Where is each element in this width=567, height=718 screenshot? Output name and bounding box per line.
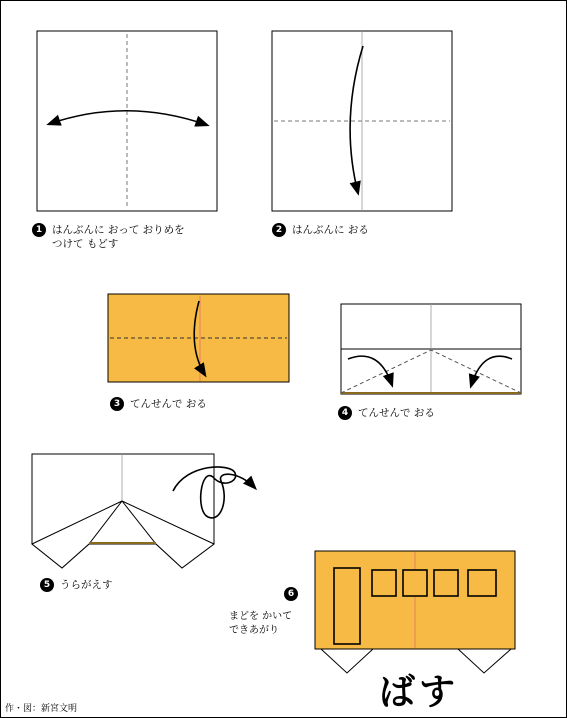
step1-text: はんぶんに おって おりめを つけて もどす — [52, 224, 185, 250]
author-credit: 作・図：新宮文明 — [5, 704, 78, 714]
step5-caption — [40, 578, 113, 592]
step6-caption — [284, 587, 304, 601]
door-window — [334, 568, 360, 644]
bus-title: ばす — [379, 672, 460, 713]
step4-caption — [338, 406, 435, 420]
step6-diagram — [315, 551, 515, 673]
step3-number: 3 — [110, 397, 124, 411]
step6-number: 6 — [284, 587, 298, 601]
step2-caption — [272, 223, 369, 237]
step4-number: 4 — [338, 406, 352, 420]
step2-text: はんぶんに おる — [292, 224, 369, 236]
step2-diagram — [272, 31, 452, 211]
step5-number: 5 — [40, 578, 54, 592]
step2-number: 2 — [272, 223, 286, 237]
step5-text: うらがえす — [60, 579, 113, 591]
right-wheel — [458, 649, 511, 673]
step3-text: てんせんで おる — [130, 398, 207, 410]
step3-caption — [110, 397, 207, 411]
window-2 — [403, 570, 427, 596]
step1-number: 1 — [32, 223, 46, 237]
step6-hint: まどを かいて できあがり — [229, 611, 293, 636]
step1-diagram — [37, 31, 217, 211]
step4-diagram — [341, 304, 521, 394]
left-wheel — [321, 649, 373, 673]
window-4 — [468, 570, 496, 596]
step3-diagram — [108, 294, 289, 382]
step3-paper — [108, 294, 289, 382]
window-3 — [434, 570, 458, 596]
step5-diagram — [32, 454, 255, 568]
window-1 — [372, 570, 396, 596]
step1-caption — [32, 223, 185, 251]
step4-text: てんせんで おる — [358, 407, 435, 419]
